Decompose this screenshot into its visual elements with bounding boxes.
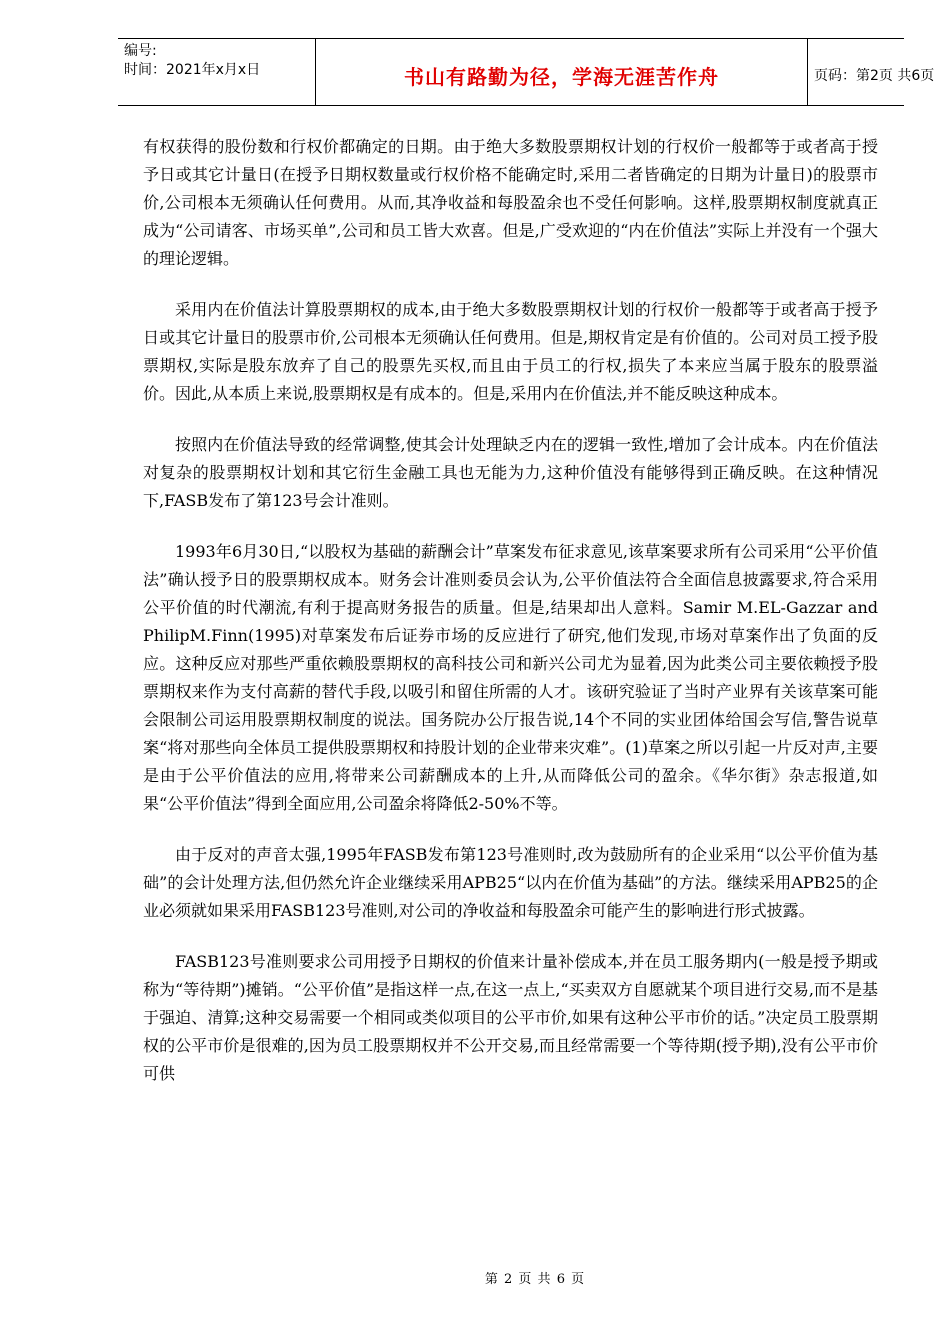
paragraph-2: 采用内在价值法计算股票期权的成本,由于绝大多数股票期权计划的行权价一般都等于或者高于授予日或其它计量日的股票市价,公司根本无须确认任何费用。但是,期权肯定是有价值的。公司对员工授予股票期权,实际是股东放弃了自己的股票先买权,而且由于员工的行权,损失了本来应当属于股东的股票溢价。因此,从本质上来说,股票期权是有成本的。但是,采用内在价值法,并不能反映这种成本。 (143, 300, 878, 403)
paragraph-3: 按照内在价值法导致的经常调整,使其会计处理缺乏内在的逻辑一致性,增加了会计成本。内在价值法对复杂的股票期权计划和其它衍生金融工具也无能为力,这种价值没有能够得到正确反映。在这种情况下,FASB发布了第123号会计准则。 (143, 435, 878, 510)
document-body (143, 133, 878, 1111)
header-meta-cell (118, 39, 316, 105)
paragraph-4: 1993年6月30日,“以股权为基础的薪酬会计”草案发布征求意见,该草案要求所有公司采用“公平价值法”确认授予日的股票期权成本。财务会计准则委员会认为,公平价值法符合全面信息披露要求,符合采用公平价值的时代潮流,有利于提高财务报告的质量。但是,结果却出人意料。Samir M.EL-Gazzar and PhilipM.Finn(1995)对草案发布后证券市场的反应进行了研究,他们发现,市场对草案作出了负面的反应。这种反应对那些严重依赖股票期权的高科技公司和新兴公司尤为显着,因为此类公司主要依赖授予股票期权来作为支付高薪的替代手段,以吸引和留住所需的人才。该研究验证了当时产业界有关该草案可能会限制公司运用股票期权制度的说法。国务院办公厅报告说,14个不同的实业团体给国会写信,警告说草案“将对那些向全体员工提供股票期权和持股计划的企业带来灾难”。(1)草案之所以引起一片反对声,主要是由于公平价值法的应用,将带来公司薪酬成本的上升,从而降低公司的盈余。《华尔街》杂志报道,如果“公平价值法”得到全面应用,公司盈余将降低2-50%不等。 (143, 542, 878, 813)
header-motto: 书山有路勤为径，学海无涯苦作舟 (316, 39, 808, 105)
paragraph-5: 由于反对的声音太强,1995年FASB发布第123号准则时,改为鼓励所有的企业采用“以公平价值为基础”的会计处理方法,但仍然允许企业继续采用APB25“以内在价值为基础”的方法。继续采用APB25的企业必须就如果采用FASB123号准则,对公司的净收益和每股盈余可能产生的影响进行形式披露。 (143, 845, 878, 920)
document-time-label: 时间：2021年x月x日 (124, 62, 261, 78)
paragraph-6: FASB123号准则要求公司用授予日期权的价值来计量补偿成本,并在员工服务期内(一般是授予期或称为“等待期”)摊销。“公平价值”是指这样一点,在这一点上,“买卖双方自愿就某个项目进行交易,而不是基于强迫、清算;这种交易需要一个相同或类似项目的公平市价,如果有这种公平市价的话。”决定员工股票期权的公平市价是很难的,因为员工股票期权并不公开交易,而且经常需要一个等待期(授予期),没有公平市价可供 (143, 952, 878, 1083)
page-footer-label: 第 2 页 共 6 页 (484, 1272, 586, 1287)
page-header (118, 38, 935, 106)
header-page-label: 页码：第2页 共6页 (814, 68, 935, 84)
page-footer (0, 1268, 950, 1287)
paragraph-1: 有权获得的股份数和行权价都确定的日期。由于绝大多数股票期权计划的行权价一般都等于或者高于授予日或其它计量日(在授予日期权数量或行权价格不能确定时,采用二者皆确定的日期为计量日)的股票市价,公司根本无须确认任何费用。从而,其净收益和每股盈余也不受任何影响。这样,股票期权制度就真正成为“公司请客、市场买单”,公司和员工皆大欢喜。但是,广受欢迎的“内在价值法”实际上并没有一个强大的理论逻辑。 (143, 137, 878, 268)
document-number-label: 编号: (124, 43, 157, 59)
